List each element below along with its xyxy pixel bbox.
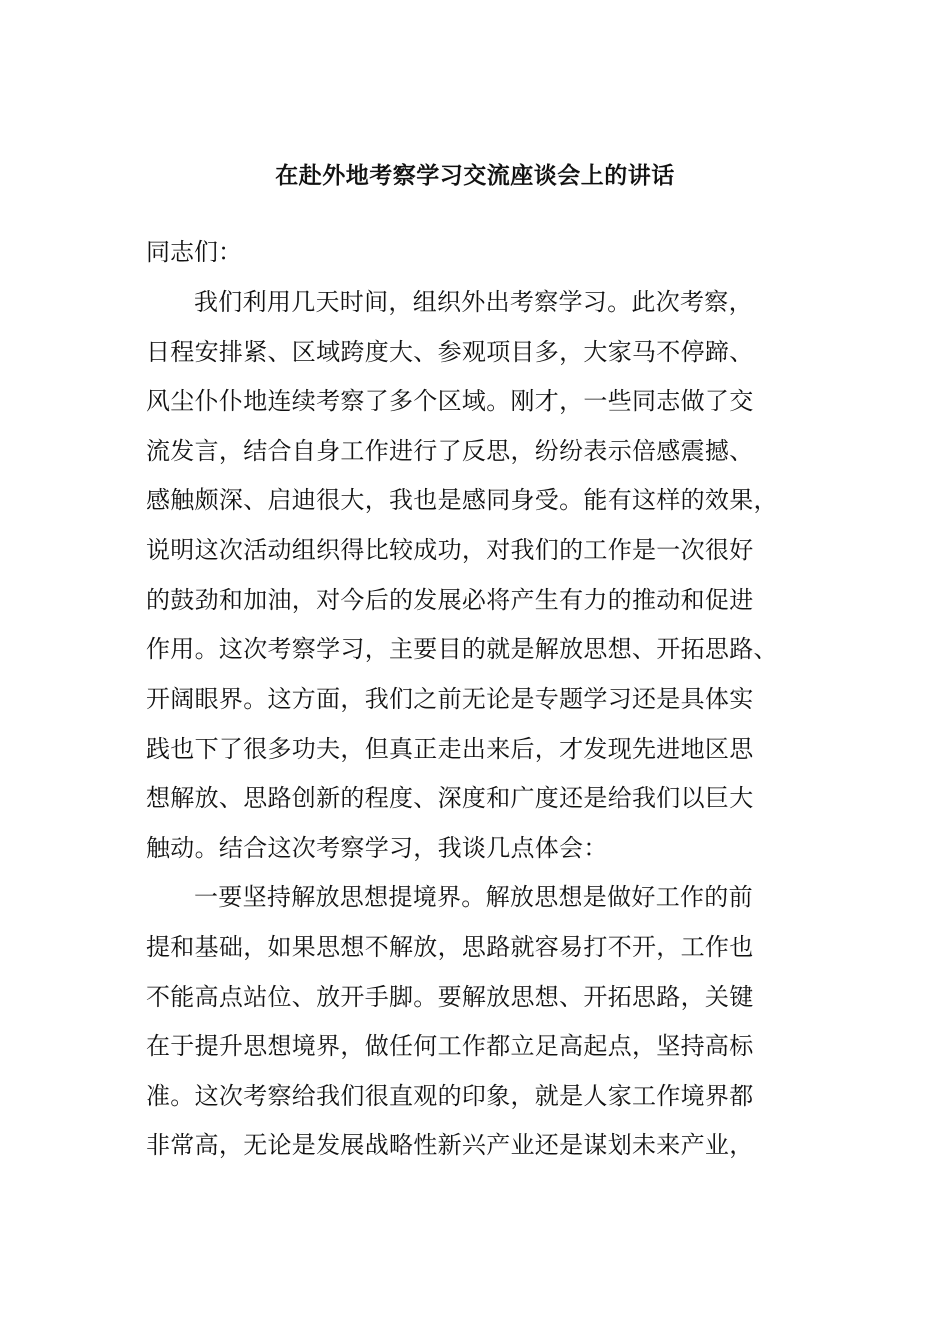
text-line: 风尘仆仆地连续考察了多个区域。刚才，一些同志做了交 (146, 387, 754, 415)
text-line: 提和基础，如果思想不解放，思路就容易打不开，工作也 (146, 933, 754, 961)
text-line: 日程安排紧、区域跨度大、参观项目多，大家马不停蹄、 (146, 338, 754, 366)
text-line: 不能高点站位、放开手脚。要解放思想、开拓思路，关键 (146, 983, 754, 1011)
text-line: 想解放、思路创新的程度、深度和广度还是给我们以巨大 (146, 784, 754, 812)
text-line: 作用。这次考察学习，主要目的就是解放思想、开拓思路、 (146, 635, 778, 663)
text-line: 流发言，结合自身工作进行了反思，纷纷表示倍感震撼、 (146, 437, 754, 465)
text-line: 非常高，无论是发展战略性新兴产业还是谋划未来产业， (146, 1131, 754, 1159)
text-line: 触动。结合这次考察学习，我谈几点体会： (146, 834, 608, 862)
text-line: 我们利用几天时间，组织外出考察学习。此次考察， (194, 288, 753, 316)
salutation: 同志们： (146, 238, 242, 266)
text-line: 的鼓劲和加油，对今后的发展必将产生有力的推动和促进 (146, 586, 754, 614)
text-line: 准。这次考察给我们很直观的印象，就是人家工作境界都 (146, 1082, 754, 1110)
text-line: 开阔眼界。这方面，我们之前无论是专题学习还是具体实 (146, 685, 754, 713)
text-line: 感触颇深、启迪很大，我也是感同身受。能有这样的效果， (146, 486, 778, 514)
text-line: 一要坚持解放思想提境界。解放思想是做好工作的前 (194, 883, 753, 911)
text-line: 在于提升思想境界，做任何工作都立足高起点，坚持高标 (146, 1032, 754, 1060)
text-line: 践也下了很多功夫，但真正走出来后，才发现先进地区思 (146, 735, 754, 763)
text-line: 说明这次活动组织得比较成功，对我们的工作是一次很好 (146, 536, 754, 564)
document-title: 在赴外地考察学习交流座谈会上的讲话 (275, 163, 675, 189)
